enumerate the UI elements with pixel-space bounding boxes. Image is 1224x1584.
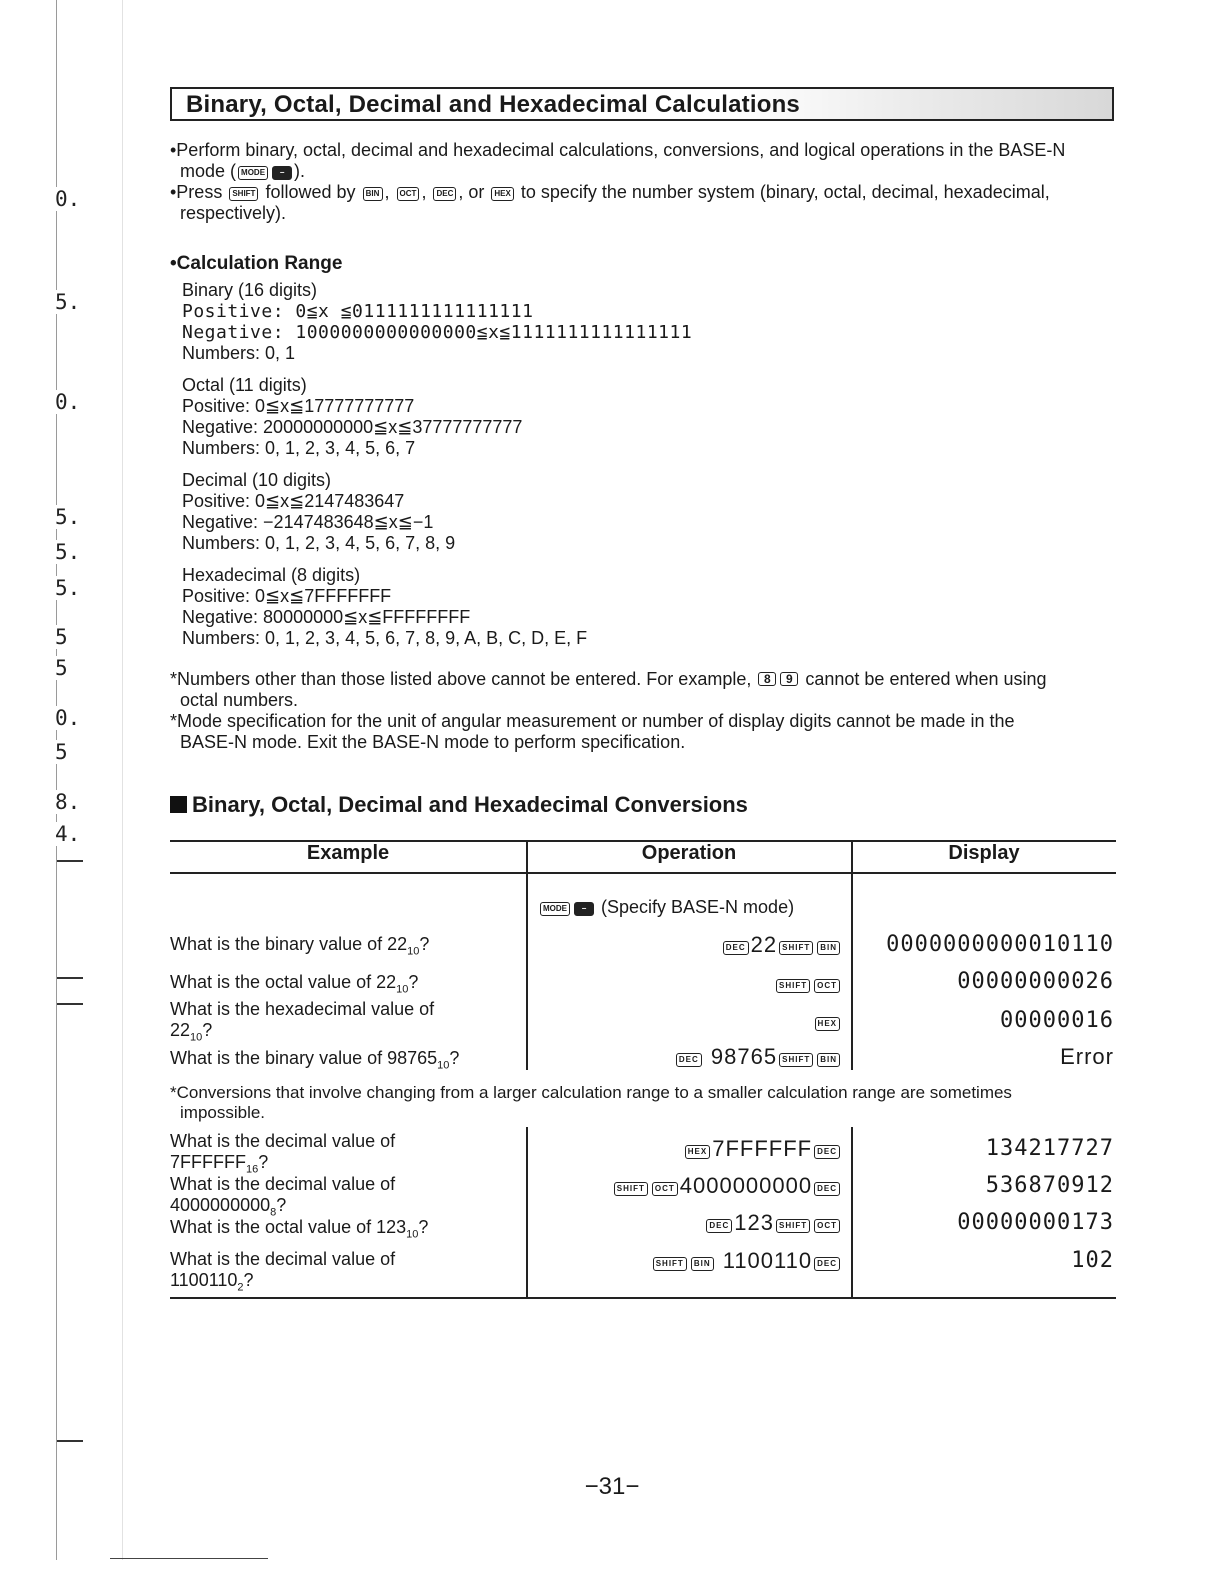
display-row-2: 00000000026 [957,969,1114,994]
minus-key-icon: − [272,166,292,180]
margin-fragment: 5. [55,576,81,600]
op-row-6: SHIFT OCT 4000000000 DEC [612,1173,842,1199]
header-example: Example [306,842,390,864]
bin-key-icon: BIN [691,1257,714,1271]
title-banner [170,87,1114,121]
note-1: *Numbers other than those listed above cannot be entered. For example, 8 9 cannot be entered when using octal numbers. [170,669,1047,710]
example-row-7: What is the octal value of $123_{10}$? [170,1217,429,1241]
shift-key-icon: SHIFT [653,1257,687,1271]
intro-bullet-1: •Perform binary, octal, decimal and hexadecimal calculations, conversions, and logical operations in the BASE-N mode ( MODE − ). [170,140,1066,181]
intro-bullet-2: •Press SHIFT followed by BIN , OCT , DEC , or HEX to specify the number system (binary, octal, decimal, hexadecimal, respectively). [170,182,1050,223]
shift-key-icon: SHIFT [776,1219,810,1233]
op-row-2 [774,970,842,996]
dec-key-icon: DEC [433,187,456,201]
oct-key-icon: OCT [814,979,840,993]
margin-fragment: 0. [55,390,81,414]
page-title: Binary, Octal, Decimal and Hexadecimal Calculations [186,91,800,118]
range-binary: Binary (16 digits) Positive: 0≦x ≦0111111111111111 Negative: 1000000000000000≦x≦1111111111111111 Numbers: 0, 1 [182,280,693,363]
mode-key-icon: MODE [238,166,268,180]
dec-key-icon: DEC [814,1257,840,1271]
oct-key-icon: OCT [814,1219,840,1233]
oct-key-icon: OCT [652,1182,678,1196]
example-row-3: What is the hexadecimal value of $22_{10}$? [170,999,435,1044]
dec-key-icon: DEC [814,1182,840,1196]
margin-fragment: 5 [55,740,68,764]
range-octal: Octal (11 digits) Positive: 0≦x≦17777777777 Negative: 20000000000≦x≦37777777777 Numbers: 0, 1, 2, 3, 4, 5, 6, 7 [182,375,523,458]
op-row-5: HEX 7FFFFFF DEC [683,1136,842,1162]
bin-key-icon: BIN [817,941,840,955]
minus-key-icon: − [574,902,594,916]
display-row-1: 0000000000010110 [886,932,1114,957]
op-row-7: DEC 123 SHIFT OCT [704,1210,842,1236]
conversion-note: *Conversions that involve changing from a larger calculation range to a smaller calculation range are sometimes impossible. [170,1083,1012,1122]
display-row-7: 00000000173 [957,1210,1114,1235]
hex-key-icon: HEX [491,187,513,201]
example-row-4: What is the binary value of $98765_{10}$? [170,1048,460,1072]
op-row-1: DEC 22 SHIFT BIN [721,932,842,958]
margin-fragment: 5. [55,290,81,314]
dec-key-icon: DEC [814,1145,840,1159]
range-hexadecimal: Hexadecimal (8 digits) Positive: 0≦x≦7FFFFFFF Negative: 80000000≦x≦FFFFFFFF Numbers: 0, 1, 2, 3, 4, 5, 6, 7, 8, 9, A, B, C, D, E, F [182,565,588,648]
key-8-icon: 8 [758,672,776,686]
display-row-3: 00000016 [1000,1008,1114,1033]
shift-key-icon: SHIFT [779,941,813,955]
bin-key-icon: BIN [363,187,383,201]
page-number: −31− [584,1473,640,1500]
margin-fragment: 5. [55,505,81,529]
hex-key-icon: HEX [815,1017,840,1031]
dec-key-icon: DEC [706,1219,732,1233]
display-row-6: 536870912 [985,1173,1114,1198]
margin-fragment: 4. [55,822,81,846]
mode-key-icon: MODE [540,902,570,916]
key-9-icon: 9 [780,672,798,686]
display-row-5: 134217727 [985,1136,1114,1161]
dec-key-icon: DEC [723,941,749,955]
op-row-4: DEC 98765 SHIFT BIN [674,1044,842,1070]
bin-key-icon: BIN [817,1053,840,1067]
oct-key-icon: OCT [397,187,420,201]
example-row-1: What is the binary value of $22_{10}$? [170,934,430,958]
margin-fragment: 5 [55,625,68,649]
margin-fragment: 5 [55,656,68,680]
display-row-4: Error [1060,1044,1114,1069]
example-row-2: What is the octal value of $22_{10}$? [170,972,419,996]
header-operation: Operation [641,842,737,864]
shift-key-icon: SHIFT [614,1182,648,1196]
table-header-rule [170,872,1116,874]
op-row-8: SHIFT BIN 1100110 DEC [651,1248,842,1274]
shift-key-icon: SHIFT [779,1053,813,1067]
section-title: Binary, Octal, Decimal and Hexadecimal Conversions [170,792,748,818]
range-decimal: Decimal (10 digits) Positive: 0≦x≦2147483647 Negative: −2147483648≦x≦−1 Numbers: 0, 1, 2, 3, 4, 5, 6, 7, 8, 9 [182,470,456,553]
op-mode-row: MODE − (Specify BASE-N mode) [538,897,794,918]
margin-fragment: 0. [55,706,81,730]
page-bottom-rule [110,1558,268,1559]
calc-range-header: •Calculation Range [170,253,343,274]
margin-fragment: 0. [55,187,81,211]
shift-key-icon: SHIFT [229,187,258,201]
header-display: Display [948,842,1020,864]
dec-key-icon: DEC [676,1053,702,1067]
note-2: *Mode specification for the unit of angular measurement or number of display digits cannot be made in the BASE-N mode. Exit the BASE-N mode to perform specification. [170,711,1015,752]
margin-fragment: 5. [55,540,81,564]
op-row-3 [813,1008,842,1034]
display-row-8: 102 [1071,1248,1114,1273]
example-row-6: What is the decimal value of $4000000000_8$? [170,1174,396,1219]
example-row-8: What is the decimal value of $1100110_2$? [170,1249,396,1294]
margin-fragment: 8. [55,790,81,814]
adjacent-page-edge [0,0,110,1584]
hex-key-icon: HEX [685,1145,710,1159]
example-row-5: What is the decimal value of $7FFFFFF_{16}$? [170,1131,396,1176]
shift-key-icon: SHIFT [776,979,810,993]
